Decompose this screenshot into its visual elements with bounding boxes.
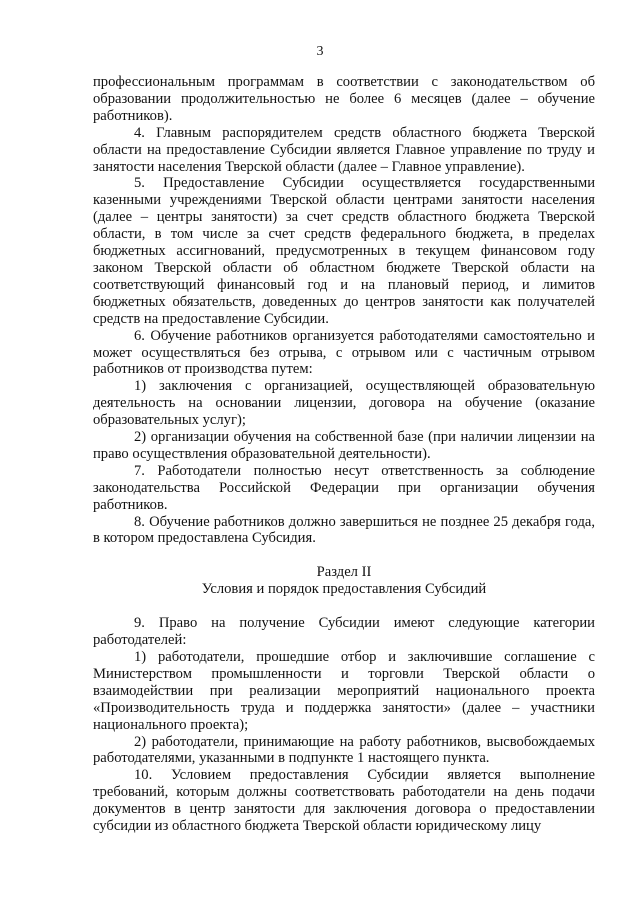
section-heading [93, 564, 595, 598]
paragraph-6-item-2: 2) организации обучения на собственной базе (при наличии лицензии на право осуществления образовательной деятельности). [93, 429, 595, 462]
paragraph-9: 9. Право на получение Субсидии имеют следующие категории работодателей: [93, 615, 595, 649]
paragraph-9-item-1: 1) работодатели, прошедшие отбор и заключившие соглашение с Министерством промышленности и торговли Тверской области о взаимодействии при реализации мероприятий национального проекта «Производительность труда и поддержка занятости» (далее – участники национального проекта); [93, 649, 595, 733]
section-number: Раздел II [316, 564, 372, 581]
paragraph-continuation: профессиональным программам в соответствии с законодательством об образовании продолжительностью не более 6 месяцев (далее – обучение работников). [93, 74, 595, 124]
document-body [93, 74, 595, 835]
paragraph-7: 7. Работодатели полностью несут ответственность за соблюдение законодательства Российской Федерации при организации обучения работников. [93, 462, 595, 513]
page-number: 3 [316, 44, 324, 59]
paragraph-9-item-2: 2) работодатели, принимающие на работу работников, высвобождаемых работодателями, указанными в подпункте 1 настоящего пункта. [93, 733, 595, 767]
paragraph-5: 5. Предоставление Субсидии осуществляется государственными казенными учреждениями Тверской области центрами занятости населения (далее – центры занятости) за счет средств областного бюджета Тверской области, в том числе за счет средств федерального бюджета, в пределах бюджетных ассигнований, предусмотренных в текущем финансовом году законом Тверской области об областном бюджете Тверской области на соответствующий финансовый год и на плановый период, и лимитов бюджетных обязательств, доведенных до центров занятости как получателей средств на предоставление Субсидии. [93, 175, 595, 327]
paragraph-8: 8. Обучение работников должно завершиться не позднее 25 декабря года, в котором предоставлена Субсидия. [93, 513, 595, 547]
paragraph-6-item-1: 1) заключения с организацией, осуществляющей образовательную деятельность на основании лицензии, договора на обучение (оказание образовательных услуг); [93, 378, 595, 429]
paragraph-4: 4. Главным распорядителем средств областного бюджета Тверской области на предоставление Субсидии является Главное управление по труду и занятости населения Тверской области (далее – Главное управление). [93, 124, 595, 175]
section-title: Условия и порядок предоставления Субсидий [201, 581, 487, 598]
paragraph-10: 10. Условием предоставления Субсидии является выполнение требований, которым должны соответствовать работодатели на день подачи документов в центр занятости для заключения договора о предоставлении субсидии из областного бюджета Тверской области юридическому лицу [93, 767, 595, 835]
paragraph-6: 6. Обучение работников организуется работодателями самостоятельно и может осуществляться без отрыва, с отрывом или с частичным отрывом работников от производства путем: [93, 327, 595, 378]
